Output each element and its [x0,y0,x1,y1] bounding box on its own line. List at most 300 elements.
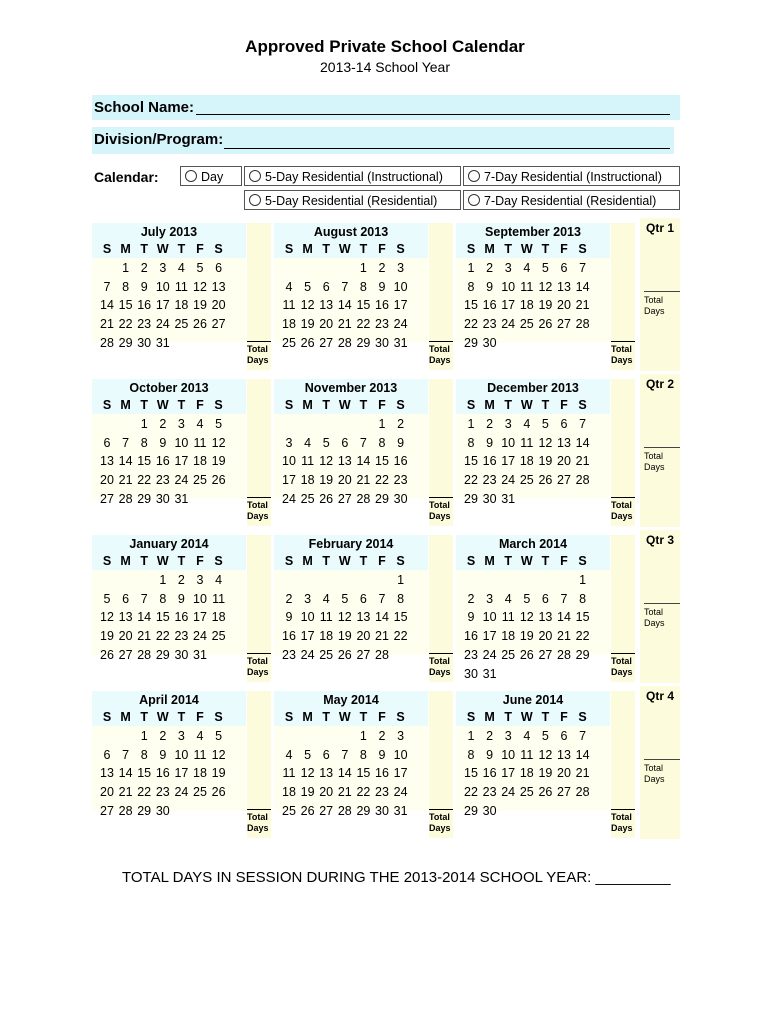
month-total-days-field[interactable]: Total Days [247,341,271,366]
option-5day-residential[interactable] [244,190,461,210]
weekday-header: M [302,242,313,256]
weekday-header: W [156,710,169,724]
day-cell: 15 [464,298,478,313]
option-day-label: Day [201,170,224,184]
weekday-header: T [177,398,186,412]
day-cell: 21 [557,629,571,644]
day-cell: 19 [100,629,114,644]
day-cell: 16 [137,298,152,313]
weekday-header: T [140,398,148,412]
day-cell: 11 [301,454,315,469]
day-cell: 1 [378,417,386,431]
day-cell: 24 [174,785,189,800]
day-cell: 20 [337,473,352,488]
day-cell: 2 [378,729,386,743]
day-cell: 24 [300,647,315,662]
day-cell: 27 [211,317,226,332]
day-cell: 25 [193,785,207,800]
day-cell: 22 [137,473,152,488]
day-cell: 15 [393,610,408,625]
day-cell: 24 [501,785,516,800]
day-cell: 6 [103,435,111,450]
weekday-header: S [102,710,112,724]
day-cell: 7 [341,747,349,762]
day-cell: 8 [579,591,587,606]
day-cell: 7 [122,435,130,450]
day-cell: 9 [378,279,386,294]
day-cell: 12 [300,766,315,781]
day-cell: 6 [541,591,549,606]
radio-icon[interactable] [468,170,480,182]
month-title: June 2014 [456,691,610,709]
weekday-header: T [359,710,368,724]
day-cell: 22 [464,317,478,332]
day-cell: 25 [519,317,534,332]
day-cell: 10 [482,610,497,625]
quarter-total-days-field[interactable]: Total Days [644,603,680,629]
weekday-header: W [520,554,533,568]
weekday-header: S [578,710,587,724]
day-cell: 6 [103,747,111,762]
day-cell: 11 [282,298,296,313]
day-cell: 24 [482,647,497,662]
day-cell: 12 [319,454,334,469]
day-cell: 19 [538,454,553,469]
day-cell: 17 [482,629,497,644]
weekday-header: S [284,554,294,568]
day-cell: 4 [523,729,531,743]
day-cell: 22 [375,473,389,488]
day-cell: 30 [482,803,497,818]
day-cell: 16 [155,766,170,781]
weekday-header: T [322,398,330,412]
day-cell: 1 [359,261,367,275]
weekday-header: W [156,554,169,568]
day-cell: 4 [285,279,293,294]
day-cell: 14 [137,610,152,625]
month-title: May 2014 [274,691,428,709]
day-cell: 4 [177,261,185,275]
day-cell: 9 [378,747,386,762]
day-cell: 30 [137,335,152,350]
day-cell: 5 [541,729,549,743]
day-cell: 31 [501,491,516,506]
day-cell: 19 [337,629,352,644]
day-cell: 21 [375,629,389,644]
weekday-header: T [504,710,512,724]
day-cell: 25 [501,647,516,662]
day-cell: 14 [356,454,371,469]
option-7day-instructional[interactable] [463,166,680,186]
day-cell: 23 [375,785,389,800]
weekday-header: S [466,554,476,568]
weekday-header: S [578,242,587,256]
day-cell: 18 [319,629,334,644]
day-cell: 27 [319,335,334,350]
day-cell: 20 [557,298,571,313]
day-cell: 16 [375,766,389,781]
day-cell: 10 [501,435,516,450]
weekday-header: F [196,554,204,568]
day-cell: 31 [482,666,497,681]
option-label: 5-Day Residential (Instructional) [265,170,443,184]
day-cell: 29 [464,335,478,350]
division-label: Division/Program: [94,131,224,148]
day-cell: 25 [519,785,534,800]
day-cell: 4 [196,417,204,431]
day-cell: 5 [215,729,223,743]
day-cell: 1 [140,729,148,743]
day-cell: 23 [482,317,497,332]
day-cell: 1 [159,573,167,587]
month-total-days-field[interactable]: Total Days [429,809,453,834]
day-cell: 12 [538,435,553,450]
day-cell: 9 [397,435,405,450]
day-cell: 31 [393,335,408,350]
day-cell: 20 [100,785,114,800]
day-cell: 10 [282,454,296,469]
day-cell: 1 [467,417,475,431]
month-total-days-field[interactable]: Total Days [247,497,271,522]
day-cell: 15 [137,454,152,469]
day-cell: 18 [519,298,534,313]
day-cell: 21 [575,766,590,781]
option-day[interactable] [180,166,242,186]
month-total-days-field[interactable]: Total Days [611,809,635,834]
day-cell: 8 [159,591,167,606]
month-title: April 2014 [92,691,246,709]
weekday-header: M [484,242,495,256]
weekday-header: S [466,398,476,412]
day-cell: 6 [122,591,130,606]
weekday-header: S [284,398,294,412]
page-subtitle: 2013-14 School Year [320,59,450,75]
quarter-label: Qtr 3 [645,533,674,547]
day-cell: 1 [140,417,148,431]
month-total-days-field[interactable]: Total Days [429,341,453,366]
day-cell: 2 [486,417,494,431]
day-cell: 14 [337,766,352,781]
day-cell: 17 [300,629,315,644]
day-cell: 8 [397,591,405,606]
day-cell: 23 [155,785,170,800]
day-cell: 22 [575,629,590,644]
day-cell: 28 [575,317,590,332]
day-cell: 7 [341,279,349,294]
day-cell: 26 [300,803,315,818]
day-cell: 24 [393,317,408,332]
day-cell: 19 [300,785,315,800]
day-cell: 11 [193,747,207,762]
day-cell: 30 [174,647,189,662]
day-cell: 14 [575,747,590,762]
day-cell: 2 [177,573,185,587]
month-total-days-field[interactable]: Total Days [611,653,635,678]
day-cell: 6 [560,261,568,275]
weekday-header: S [466,242,476,256]
weekday-header: F [560,398,568,412]
day-cell: 3 [504,729,512,743]
weekday-header: S [214,398,223,412]
option-7day-residential[interactable] [463,190,680,210]
day-cell: 28 [375,647,389,662]
day-cell: 10 [300,610,315,625]
day-cell: 18 [193,454,207,469]
day-cell: 31 [174,491,189,506]
day-cell: 15 [356,766,371,781]
day-cell: 23 [155,473,170,488]
month-total-days-field[interactable]: Total Days [247,809,271,834]
day-cell: 5 [304,747,312,762]
day-cell: 3 [159,261,167,275]
day-cell: 29 [155,647,170,662]
day-cell: 7 [140,591,148,606]
day-cell: 8 [467,279,475,294]
weekday-header: S [396,242,405,256]
weekday-header: S [396,710,405,724]
day-cell: 18 [211,610,226,625]
day-cell: 24 [393,785,408,800]
day-cell: 8 [140,747,148,762]
quarter-total-days-field[interactable]: Total Days [644,291,680,317]
day-cell: 26 [193,317,207,332]
day-cell: 26 [211,473,226,488]
day-cell: 22 [137,785,152,800]
day-cell: 27 [100,803,114,818]
quarter-total-days-field[interactable]: Total Days [644,759,680,785]
day-cell: 27 [100,491,114,506]
day-cell: 8 [359,279,367,294]
weekday-header: F [196,242,204,256]
weekday-header: F [378,554,386,568]
day-cell: 24 [155,317,170,332]
day-cell: 9 [177,591,185,606]
day-cell: 19 [193,298,207,313]
day-cell: 17 [501,766,516,781]
day-cell: 24 [282,491,296,506]
month-title: December 2013 [456,379,610,397]
weekday-header: F [196,398,204,412]
day-cell: 13 [319,766,334,781]
weekday-header: T [140,554,148,568]
day-cell: 28 [118,491,133,506]
quarter-label: Qtr 1 [645,221,674,235]
day-cell: 6 [560,417,568,431]
day-cell: 1 [397,573,405,587]
day-cell: 10 [174,747,189,762]
weekday-header: M [120,398,131,412]
day-cell: 23 [482,473,497,488]
day-cell: 27 [319,803,334,818]
day-cell: 17 [501,454,516,469]
weekday-header: S [102,554,112,568]
option-label: 5-Day Residential (Residential) [265,194,438,208]
day-cell: 16 [482,766,497,781]
day-cell: 9 [285,610,293,625]
day-cell: 10 [501,747,516,762]
day-cell: 29 [575,647,590,662]
day-cell: 9 [486,279,494,294]
day-cell: 20 [557,766,571,781]
day-cell: 13 [557,747,571,762]
day-cell: 21 [337,785,352,800]
day-cell: 23 [393,473,408,488]
day-cell: 4 [285,747,293,762]
day-cell: 9 [140,279,148,294]
day-cell: 27 [118,647,133,662]
day-cell: 30 [482,335,497,350]
day-cell: 10 [193,591,207,606]
day-cell: 3 [177,417,185,431]
day-cell: 21 [100,317,114,332]
day-cell: 15 [155,610,170,625]
radio-icon[interactable] [468,194,480,206]
day-cell: 27 [337,491,352,506]
day-cell: 19 [519,629,534,644]
day-cell: 18 [300,473,315,488]
option-label: 7-Day Residential (Residential) [484,194,657,208]
weekday-header: T [322,710,330,724]
day-cell: 12 [100,610,114,625]
weekday-header: T [322,242,330,256]
day-cell: 1 [579,573,587,587]
weekday-header: S [578,554,587,568]
day-cell: 18 [174,298,189,313]
day-cell: 24 [501,473,516,488]
school-name-field[interactable] [196,114,670,115]
day-cell: 22 [464,473,478,488]
day-cell: 24 [501,317,516,332]
day-cell: 26 [211,785,226,800]
day-cell: 8 [122,279,130,294]
day-cell: 3 [177,729,185,743]
radio-icon[interactable] [185,170,197,182]
day-cell: 26 [538,317,553,332]
month-total-days-field[interactable]: Total Days [611,341,635,366]
day-cell: 18 [282,785,296,800]
radio-icon[interactable] [249,194,261,206]
day-cell: 15 [464,454,478,469]
quarter-total-days-field[interactable]: Total Days [644,447,680,473]
day-cell: 26 [319,491,334,506]
day-cell: 12 [211,435,226,450]
day-cell: 20 [100,473,114,488]
day-cell: 9 [159,435,167,450]
weekday-header: F [560,710,568,724]
weekday-header: T [504,398,512,412]
day-cell: 25 [174,317,189,332]
day-cell: 15 [118,298,133,313]
day-cell: 1 [359,729,367,743]
weekday-header: T [359,398,368,412]
day-cell: 17 [393,298,408,313]
day-cell: 28 [575,473,590,488]
total-days-footer: TOTAL DAYS IN SESSION DURING THE 2013-2014 SCHOOL YEAR: _________ [122,869,671,886]
day-cell: 23 [174,629,189,644]
day-cell: 14 [375,610,389,625]
weekday-header: M [484,398,495,412]
day-cell: 20 [319,785,334,800]
day-cell: 5 [215,417,223,431]
month-total-days-field[interactable]: Total Days [611,497,635,522]
day-cell: 14 [118,766,133,781]
month-total-days-field[interactable]: Total Days [429,653,453,678]
day-cell: 21 [118,473,133,488]
day-cell: 2 [467,591,475,606]
day-cell: 15 [375,454,389,469]
day-cell: 13 [211,279,226,294]
day-cell: 9 [486,747,494,762]
day-cell: 24 [174,473,189,488]
month-total-days-field[interactable]: Total Days [247,653,271,678]
option-5day-instructional[interactable] [244,166,461,186]
day-cell: 4 [504,591,512,606]
day-cell: 17 [174,766,189,781]
day-cell: 13 [538,610,553,625]
day-cell: 7 [560,591,568,606]
day-cell: 8 [140,435,148,450]
day-cell: 5 [196,261,204,275]
day-cell: 14 [557,610,571,625]
day-cell: 11 [501,610,515,625]
day-cell: 3 [304,591,312,606]
day-cell: 2 [486,261,494,275]
day-cell: 18 [282,317,296,332]
day-cell: 7 [579,417,587,431]
day-cell: 28 [100,335,114,350]
day-cell: 31 [193,647,207,662]
day-cell: 23 [482,785,497,800]
radio-icon[interactable] [249,170,261,182]
option-label: 7-Day Residential (Instructional) [484,170,662,184]
month-title: November 2013 [274,379,428,397]
day-cell: 11 [282,766,296,781]
day-cell: 5 [341,591,349,606]
day-cell: 29 [356,335,371,350]
day-cell: 7 [579,261,587,275]
day-cell: 17 [193,610,207,625]
day-cell: 19 [538,298,553,313]
day-cell: 2 [378,261,386,275]
day-cell: 8 [467,435,475,450]
day-cell: 3 [196,573,204,587]
month-title: January 2014 [92,535,246,553]
weekday-header: S [214,710,223,724]
month-total-days-field[interactable]: Total Days [429,497,453,522]
day-cell: 18 [501,629,516,644]
day-cell: 28 [575,785,590,800]
weekday-header: S [578,398,587,412]
weekday-header: S [396,398,405,412]
day-cell: 5 [322,435,330,450]
day-cell: 20 [118,629,133,644]
school-name-label: School Name: [94,99,195,116]
quarter-label: Qtr 2 [645,377,674,391]
weekday-header: M [302,554,313,568]
day-cell: 20 [356,629,371,644]
month-title: March 2014 [456,535,610,553]
weekday-header: W [338,554,351,568]
month-title: September 2013 [456,223,610,241]
division-field[interactable] [224,148,670,149]
weekday-header: M [484,554,495,568]
day-cell: 19 [319,473,334,488]
day-cell: 7 [103,279,111,294]
day-cell: 29 [464,491,478,506]
day-cell: 31 [155,335,170,350]
day-cell: 18 [519,766,534,781]
day-cell: 2 [285,591,293,606]
